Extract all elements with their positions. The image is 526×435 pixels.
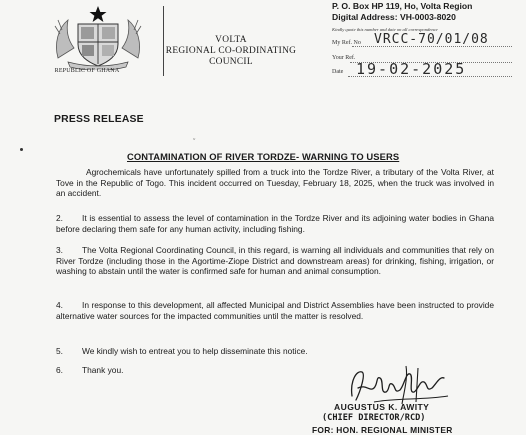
tick-mark-icon: ˇ [193, 139, 196, 146]
paragraph-text: The Volta Regional Coordinating Council, in this regard, is warning all individuals and communities that rely on River Tordze (including those in the Agortime-Ziope District and downstream areas) for drinking, fishing, irrigation, or washing to abstain until the water is confirmed safe for human and animal consumption. [56, 245, 494, 277]
paragraph-2 [56, 213, 494, 234]
paragraph-text: It is essential to assess the level of contamination in the Tordze River and its adjoining water bodies in Ghana before declaring them safe for any human activity, including fishing. [56, 213, 494, 234]
postal-address: P. O. Box HP 119, Ho, Volta Region [332, 1, 473, 11]
signatory-for-line: FOR: HON. REGIONAL MINISTER [312, 425, 453, 435]
paragraph-number: 2. [56, 213, 63, 223]
crest-caption: REPUBLIC OF GHANA [54, 68, 120, 74]
paragraph-3 [56, 245, 494, 277]
paragraph-number: 5. [56, 346, 63, 356]
paragraph-text: We kindly wish to entreat you to help disseminate this notice. [82, 346, 308, 356]
ghana-coat-of-arms-icon [52, 4, 144, 70]
release-heading: CONTAMINATION OF RIVER TORDZE- WARNING TO USERS [127, 151, 400, 162]
my-ref-label: My Ref. No [332, 40, 361, 46]
reference-note: Kindly quote this number and date on all correspondence [332, 27, 438, 32]
your-ref-label: Your Ref. [332, 55, 356, 61]
date-value: 19-02-2025 [356, 60, 467, 78]
paragraph-6 [56, 365, 123, 375]
paragraph-1: Agrochemicals have unfortunately spilled from a truck into the Tordze River, a tributary of the Volta River, at Tove in the Republic of Togo. This incident occurred on Tuesday, February 18, 2025, when the truck was involved in an accident. [56, 167, 494, 199]
council-line: COUNCIL [209, 57, 253, 67]
address-block [332, 1, 472, 23]
council-line: VOLTA [215, 35, 247, 45]
paragraph-5 [56, 346, 308, 356]
paragraph-4 [56, 300, 494, 321]
margin-mark [20, 148, 23, 151]
date-label: Date [332, 69, 344, 75]
signatory-name: AUGUSTUS K. AWITY [334, 402, 430, 412]
paragraph-text: Thank you. [82, 365, 124, 375]
signatory-title: (CHIEF DIRECTOR/RCD) [322, 413, 426, 423]
press-release-label: PRESS RELEASE [54, 114, 144, 125]
paragraph-number: 4. [56, 300, 63, 310]
paragraph-text: In response to this development, all affected Municipal and District Assemblies have been instructed to provide alternative water sources for the impacted communities until the matter is resolved. [56, 300, 494, 321]
paragraph-number: 6. [56, 365, 63, 375]
paragraph-number: 3. [56, 245, 63, 255]
digital-address: Digital Address: VH-0003-8020 [332, 12, 456, 22]
council-line: REGIONAL CO-ORDINATING [165, 46, 297, 56]
my-ref-value: VRCC-70/01/08 [374, 32, 489, 47]
council-name [163, 35, 299, 68]
